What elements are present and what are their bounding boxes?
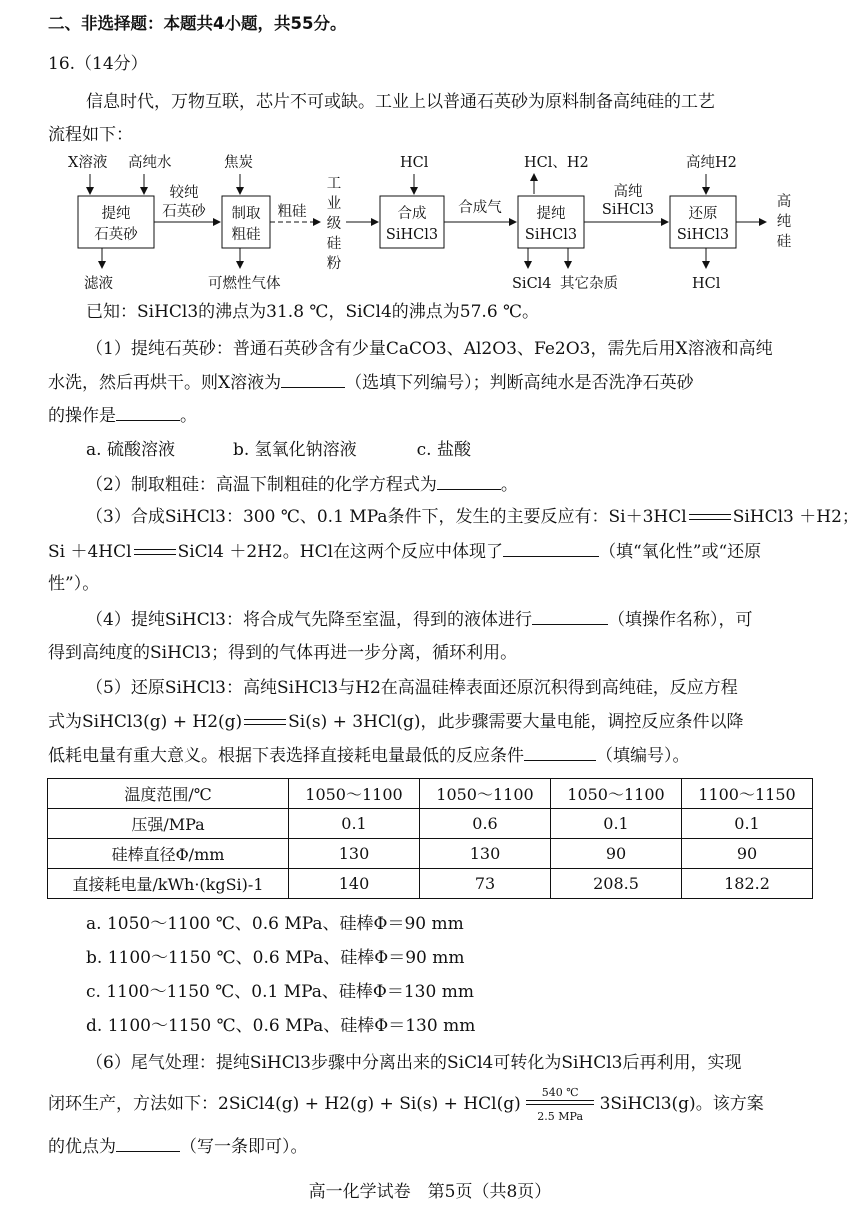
- impurity-label: 其它杂质: [560, 276, 618, 292]
- q1-line1: （1）提纯石英砂：普通石英砂含有少量CaCO3、Al2O3、Fe2O3，需先后用X溶液和高纯: [86, 339, 773, 359]
- mid4-line1: 高纯: [613, 184, 643, 200]
- answer-blank[interactable]: [116, 1136, 180, 1152]
- ind-powder-2: 业: [326, 196, 342, 212]
- answer-blank[interactable]: [281, 372, 345, 388]
- q6-line2: 闭环生产，方法如下：2SiCl4(g) + H2(g) + Si(s) + HCl(g) $\frac{540 ℃}{\text{2.5 MPa}}$ 3SiHCl3(g)。该方案: [48, 1085, 764, 1123]
- q6-line3: 的优点为 （写一条即可）。: [48, 1137, 308, 1157]
- box3-line2: SiHCl3: [385, 227, 439, 243]
- table-cell: 208.5: [551, 869, 682, 899]
- ind-powder-4: 硅: [326, 236, 342, 252]
- q3-line2: Si ＋4HCl SiCl4 ＋2H2。HCl在这两个反应中体现了 （填“氧化性”或“还原: [48, 542, 762, 562]
- filtrate-label: 滤液: [84, 276, 113, 292]
- ind-powder-1: 工: [326, 176, 342, 192]
- option-b: b. 氢氧化钠溶液: [232, 440, 357, 460]
- pure-si-3: 硅: [776, 234, 792, 250]
- process-flow-diagram: [62, 150, 802, 295]
- mid4-line2: SiHCl3: [601, 202, 655, 218]
- pure-si-1: 高: [776, 194, 792, 210]
- pure-water-label: 高纯水: [128, 155, 172, 171]
- equals-sign: [687, 511, 733, 525]
- table-cell: 140: [289, 869, 420, 899]
- equals-sign: [132, 546, 178, 560]
- table-row: [48, 869, 813, 899]
- hcl-h2-label: HCl、H2: [524, 155, 589, 171]
- table-cell: 130: [420, 839, 551, 869]
- mid1-line2: 石英砂: [162, 204, 206, 220]
- equals-sign: [242, 716, 288, 730]
- q5-option-d: d. 1100～1150 ℃、0.6 MPa、硅棒Φ＝130 mm: [86, 1016, 476, 1036]
- q2-line: （2）制取粗硅：高温下制粗硅的化学方程式为 。: [86, 475, 518, 495]
- table-cell: 73: [420, 869, 551, 899]
- q5-line2: 式为SiHCl3(g) + H2(g) Si(s) + 3HCl(g)，此步骤需要大量电能，调控反应条件以降: [48, 712, 744, 732]
- box2-line2: 粗硅: [231, 227, 261, 243]
- table-cell: 压强/MPa: [48, 809, 289, 839]
- combustible-gas-label: 可燃性气体: [208, 276, 281, 292]
- table-cell: 0.1: [289, 809, 420, 839]
- synth-gas-label: 合成气: [458, 200, 502, 216]
- box5-line2: SiHCl3: [676, 227, 730, 243]
- q3-line3: 性”）。: [48, 574, 100, 594]
- table-cell: 1050～1100: [289, 779, 420, 809]
- question-number: 16.（14分）: [48, 54, 148, 74]
- box3-line1: 合成: [397, 206, 427, 222]
- table-cell: 硅棒直径Φ/mm: [48, 839, 289, 869]
- sicl4-label: SiCl4: [512, 276, 552, 292]
- q3-line1: （3）合成SiHCl3：300 ℃、0.1 MPa条件下，发生的主要反应有：Si＋3HCl SiHCl3 ＋H2；: [86, 507, 859, 527]
- ind-powder-5: 粉: [326, 256, 342, 272]
- answer-blank[interactable]: [437, 474, 501, 490]
- option-a: a. 硫酸溶液: [86, 440, 175, 460]
- q5-line1: （5）还原SiHCl3：高纯SiHCl3与H2在高温硅棒表面还原沉积得到高纯硅，反应方程: [86, 678, 738, 698]
- box2-line1: 制取: [231, 206, 261, 222]
- box4-line2: SiHCl3: [524, 227, 578, 243]
- box1-line1: 提纯: [101, 206, 131, 222]
- table-cell: 1050～1100: [551, 779, 682, 809]
- answer-blank[interactable]: [503, 541, 599, 557]
- q1-line3: 的操作是 。: [48, 406, 197, 426]
- option-c: c. 盐酸: [416, 440, 471, 460]
- table-cell: 0.1: [551, 809, 682, 839]
- hcl-output-label: HCl: [692, 276, 721, 292]
- table-row: [48, 779, 813, 809]
- reaction-condition-arrow: $\frac{540 ℃}{\text{2.5 MPa}}$: [526, 1095, 594, 1115]
- table-cell: 直接耗电量/kWh·(kgSi)-1: [48, 869, 289, 899]
- table-cell: 90: [682, 839, 813, 869]
- q1-options: [86, 440, 816, 460]
- ind-powder-3: 级: [326, 216, 342, 232]
- q5-line3: 低耗电量有重大意义。根据下表选择直接耗电量最低的反应条件 （填编号）。: [48, 746, 690, 766]
- section-title: 二、非选择题：本题共4小题，共55分。: [48, 14, 347, 33]
- table-cell: 温度范围/℃: [48, 779, 289, 809]
- q5-option-a: a. 1050～1100 ℃、0.6 MPa、硅棒Φ＝90 mm: [86, 914, 464, 934]
- answer-blank[interactable]: [116, 405, 180, 421]
- pure-si-2: 纯: [776, 214, 792, 230]
- hcl-input-label: HCl: [400, 155, 429, 171]
- table-cell: 90: [551, 839, 682, 869]
- x-solution-label: X溶液: [68, 155, 108, 171]
- mid1-line1: 较纯: [169, 185, 199, 201]
- q4-line1: （4）提纯SiHCl3：将合成气先降至室温，得到的液体进行 （填操作名称），可: [86, 610, 753, 630]
- table-cell: 1100～1150: [682, 779, 813, 809]
- table-cell: 130: [289, 839, 420, 869]
- q5-option-b: b. 1100～1150 ℃、0.6 MPa、硅棒Φ＝90 mm: [86, 948, 465, 968]
- table-row: [48, 809, 813, 839]
- known-info: 已知：SiHCl3的沸点为31.8 ℃，SiCl4的沸点为57.6 ℃。: [86, 302, 540, 322]
- box1-line2: 石英砂: [94, 227, 138, 243]
- crude-si-label: 粗硅: [277, 204, 307, 220]
- intro-line-2: 流程如下：: [48, 125, 133, 145]
- coke-label: 焦炭: [224, 155, 253, 171]
- table-cell: 0.6: [420, 809, 551, 839]
- answer-blank[interactable]: [532, 609, 608, 625]
- table-row: [48, 839, 813, 869]
- box4-line1: 提纯: [536, 206, 566, 222]
- conditions-table: [47, 778, 813, 899]
- table-cell: 1050～1100: [420, 779, 551, 809]
- page-footer: 高一化学试卷 第5页（共8页）: [308, 1182, 552, 1202]
- answer-blank[interactable]: [524, 745, 596, 761]
- pure-h2-label: 高纯H2: [686, 155, 737, 171]
- table-cell: 182.2: [682, 869, 813, 899]
- q1-line2: 水洗，然后再烘干。则X溶液为 （选填下列编号）；判断高纯水是否洗净石英砂: [48, 373, 694, 393]
- table-cell: 0.1: [682, 809, 813, 839]
- box5-line1: 还原: [688, 206, 718, 222]
- q6-line1: （6）尾气处理：提纯SiHCl3步骤中分离出来的SiCl4可转化为SiHCl3后再利用，实现: [86, 1053, 742, 1073]
- q5-option-c: c. 1100～1150 ℃、0.1 MPa、硅棒Φ＝130 mm: [86, 982, 474, 1002]
- intro-line-1: 信息时代，万物互联，芯片不可或缺。工业上以普通石英砂为原料制备高纯硅的工艺: [86, 92, 715, 112]
- q4-line2: 得到高纯度的SiHCl3；得到的气体再进一步分离，循环利用。: [48, 643, 518, 663]
